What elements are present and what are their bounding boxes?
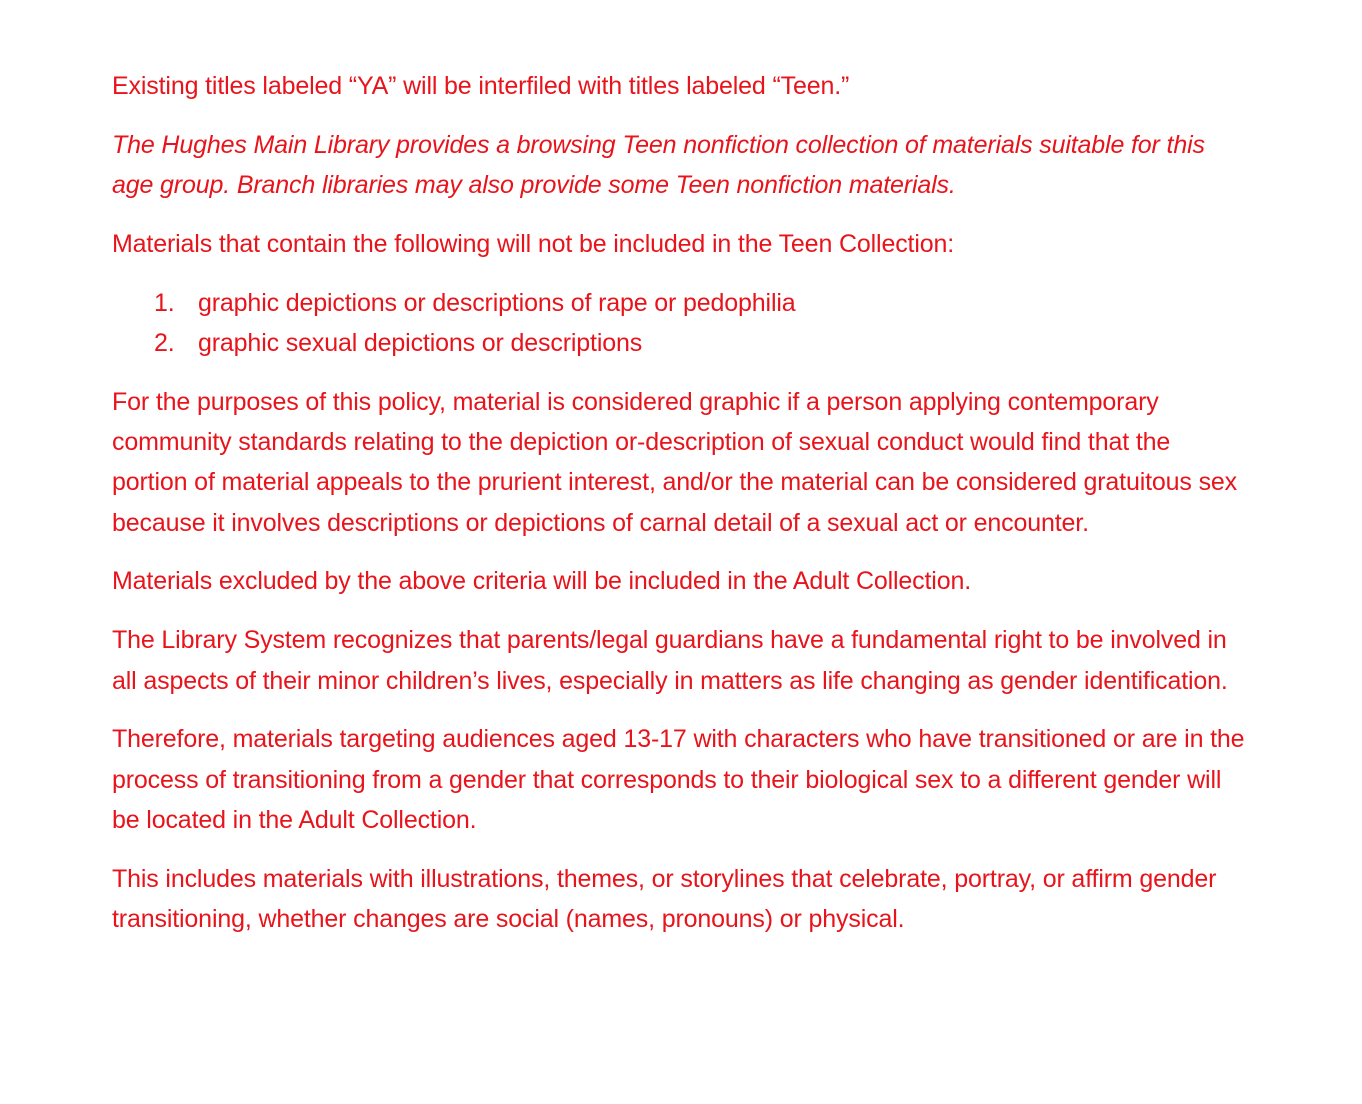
paragraph-ya-interfile: Existing titles labeled “YA” will be interfiled with titles labeled “Teen.” — [112, 72, 850, 100]
paragraph-adult-collection: Materials excluded by the above criteria will be included in the Adult Collection. — [112, 567, 972, 596]
paragraph-parental-rights: The Library System recognizes that parents/legal guardians have a fundamental right to be involved in all aspects of their minor children’s lives, especially in matters as life changing as gender identification. — [112, 626, 1228, 695]
list-item-text: graphic depictions or descriptions of rape or pedophilia — [198, 288, 796, 317]
paragraph-graphic-definition: For the purposes of this policy, material is considered graphic if a person applying contemporary community standards relating to the depiction or-description of sexual conduct would find that the portion of material appeals to the prurient interest, and/or the material can be considered gratuitous sex because it involves descriptions or depictions of carnal detail of a sexual act or encounter. — [112, 387, 1238, 537]
policy-document — [112, 66, 1252, 958]
list-item-text: graphic sexual depictions or descriptions — [198, 328, 643, 357]
list-item-number: 2. — [154, 328, 175, 357]
paragraph-includes: This includes materials with illustrations, themes, or storylines that celebrate, portray, or affirm gender transitioning, whether changes are social (names, pronouns) or physical. — [112, 864, 1217, 934]
list-item — [112, 323, 1252, 363]
exclusion-list — [112, 283, 1252, 364]
list-item-number: 1. — [154, 288, 175, 317]
paragraph-teen-nonfiction: The Hughes Main Library provides a browsing Teen nonfiction collection of materials suitable for this age group. Branch libraries may also provide some Teen nonfiction materials. — [112, 130, 1205, 200]
list-item — [112, 283, 1252, 323]
paragraph-exclusion-intro: Materials that contain the following will not be included in the Teen Collection: — [112, 229, 955, 258]
paragraph-transition-materials: Therefore, materials targeting audiences aged 13-17 with characters who have transitioned or are in the process of transitioning from a gender that corresponds to their biological sex to a different gender will be located in the Adult Collection. — [112, 725, 1245, 834]
